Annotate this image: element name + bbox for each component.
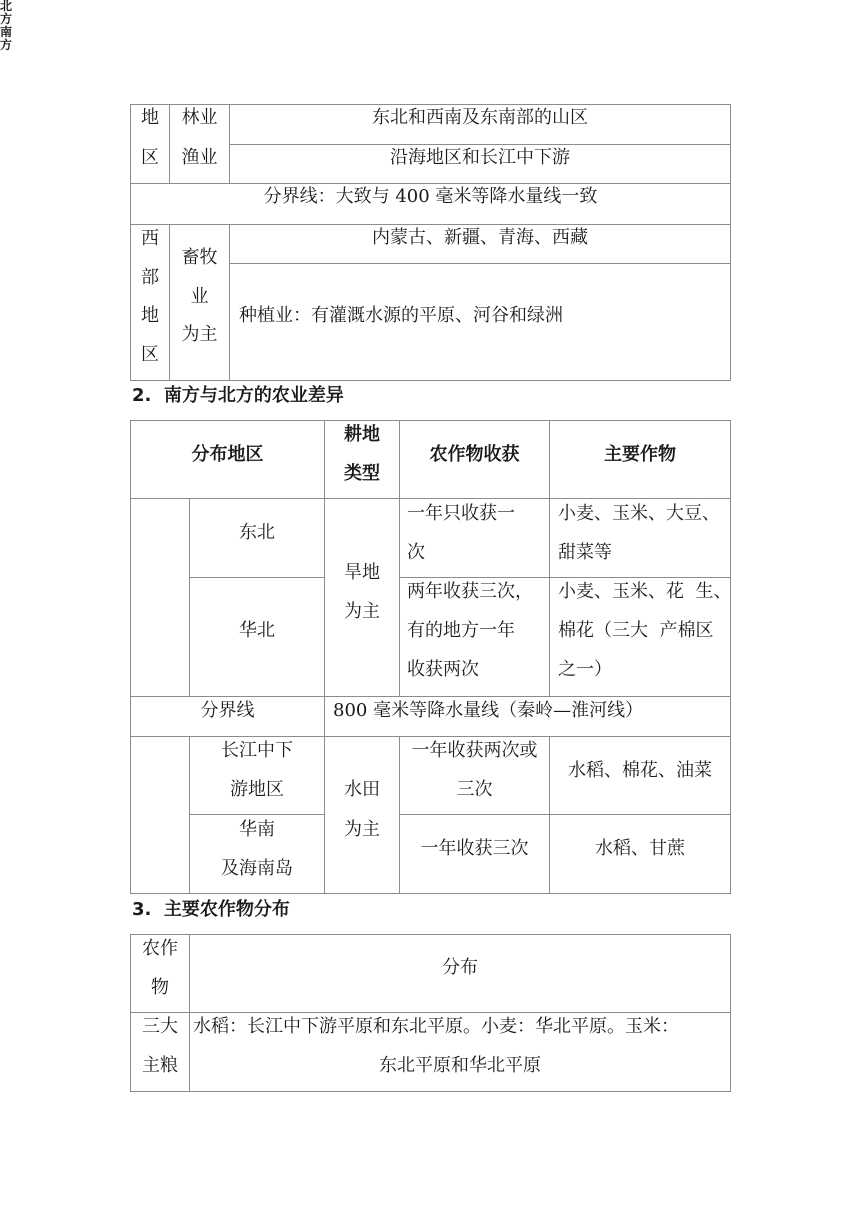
west-region-char: 区 [141,344,159,365]
northeast-harvest: 一年只收获一 [407,503,515,524]
west-pastoral-area: 内蒙古、新疆、青海、西藏 [372,227,588,248]
south-label: 南 [0,25,13,39]
region-char: 区 [141,147,159,168]
fishery-area: 沿海地区和长江中下游 [390,147,570,168]
yangtze-name: 长江中下 [221,740,293,761]
region-char: 地 [141,107,159,128]
northeast-crops: 甜菜等 [558,542,612,563]
south-label: 方 [0,38,13,52]
west-region-char: 部 [141,267,159,288]
staple-distribution: 东北平原和华北平原 [379,1055,541,1076]
southchina-harvest: 一年收获三次 [420,838,529,859]
northchina-name: 华北 [239,620,275,641]
west-sector-line: 为主 [181,324,218,345]
north-land-type: 为主 [344,601,380,622]
northeast-harvest: 次 [407,542,425,563]
northchina-harvest: 有的地方一年 [407,620,515,641]
section-heading-3: 3. 主要农作物分布 [132,899,290,920]
sector-forestry: 林业 [181,107,218,128]
divider-value: 800 毫米等降水量线（秦岭—淮河线） [333,700,644,721]
section-number: 3 [132,899,145,920]
header-land-type: 类型 [344,463,380,484]
south-land-type: 水田 [344,779,380,800]
northeast-name: 东北 [239,522,275,543]
west-sector-line: 业 [190,286,209,307]
staple-crops-label: 主粮 [142,1055,178,1076]
yangtze-crops: 水稻、棉花、油菜 [568,760,712,781]
northchina-harvest: 收获两次 [407,659,479,680]
section-number: 2 [132,385,145,406]
northeast-crops: 小麦、玉米、大豆、 [558,503,720,524]
header-crop: 物 [151,977,169,998]
header-crops: 主要作物 [604,444,676,465]
southchina-name: 华南 [239,819,275,840]
forestry-area: 东北和西南及东南部的山区 [372,107,588,128]
divider-400mm: 分界线：大致与 400 毫米等降水量线一致 [263,186,598,207]
header-region: 分布地区 [191,444,264,465]
yangtze-harvest: 三次 [456,779,493,800]
staple-distribution: 水稻：长江中下游平原和东北平原。小麦：华北平原。玉米： [193,1016,679,1037]
yangtze-name: 游地区 [230,779,284,800]
staple-crops-label: 三大 [142,1016,178,1037]
section-title: 主要农作物分布 [163,899,290,920]
header-harvest: 农作物收获 [429,444,520,465]
southchina-name: 及海南岛 [221,858,293,879]
section-title: 南方与北方的农业差异 [163,385,344,406]
west-sector-line: 畜牧 [181,247,218,268]
header-distribution: 分布 [442,957,478,978]
northchina-crops: 之一） [558,659,612,680]
north-label: 方 [0,12,13,26]
header-land-type: 耕地 [344,424,380,445]
north-label: 北 [0,0,13,13]
south-land-type: 为主 [344,819,380,840]
northchina-harvest: 两年收获三次， [407,581,533,602]
north-land-type: 旱地 [344,562,380,583]
sector-fishery: 渔业 [181,147,218,168]
divider-label: 分界线 [200,700,255,721]
northchina-crops: 小麦、玉米、花 生、 [558,581,732,602]
yangtze-harvest: 一年收获两次或 [411,740,538,761]
southchina-crops: 水稻、甘蔗 [595,838,685,859]
west-region-char: 西 [141,228,159,249]
section-heading-2: 2. 南方与北方的农业差异 [132,385,344,406]
west-region-char: 地 [141,305,159,326]
header-crop: 农作 [142,938,178,959]
northchina-crops: 棉花（三大 产棉区 [558,620,714,641]
west-planting-area: 种植业：有灌溉水源的平原、河谷和绿洲 [239,305,563,326]
